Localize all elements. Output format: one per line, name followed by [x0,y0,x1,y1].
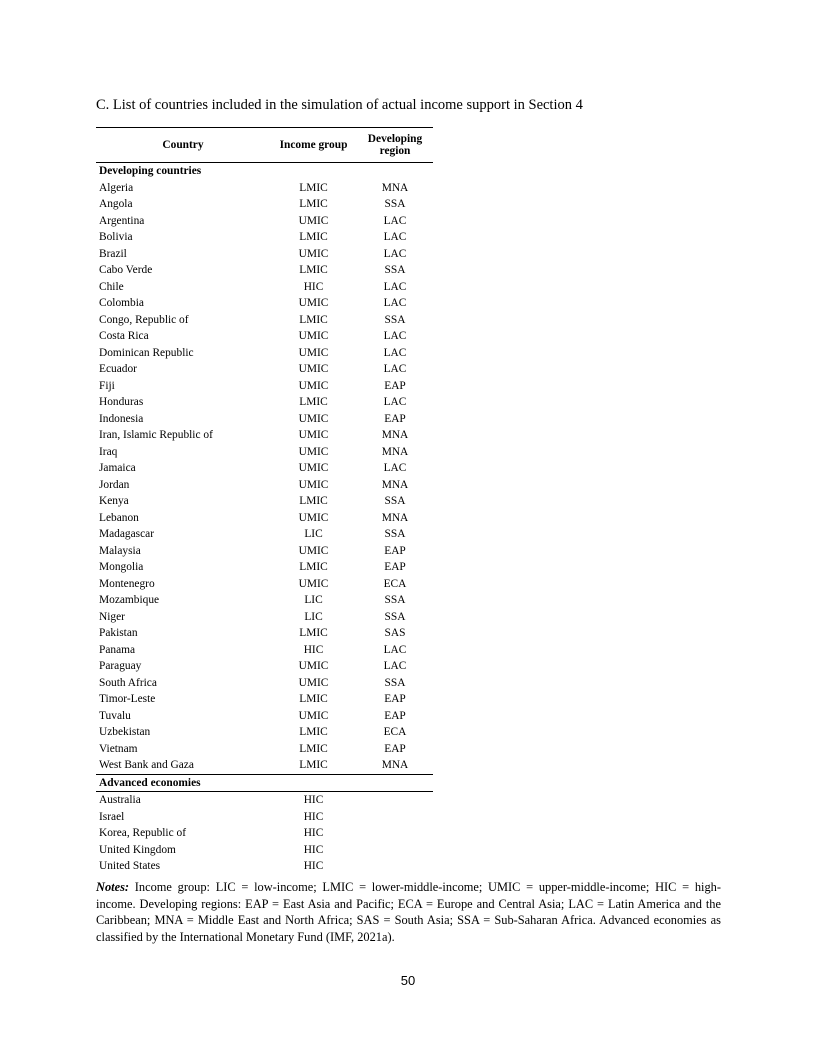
region-cell: SSA [384,676,406,689]
income-group-cell: LMIC [299,627,328,639]
income-group-cell: HIC [303,643,324,656]
table-row [96,345,433,362]
country-cell: Montenegro [99,577,155,590]
income-group-cell: UMIC [298,511,329,524]
country-table [96,127,433,875]
table-row [96,625,433,642]
region-cell: MNA [381,181,409,194]
income-group-cell: UMIC [298,544,329,557]
header-country: Country [162,139,204,151]
table-row [96,675,433,692]
region-cell [357,825,433,842]
group-label-developing: Developing countries [99,165,202,177]
income-group-cell: UMIC [298,429,329,441]
country-cell: Kenya [99,495,129,507]
country-cell: Malaysia [99,544,141,557]
region-cell: SSA [384,264,406,276]
table-row [96,246,433,263]
country-cell: Vietnam [99,742,138,755]
table-row [96,609,433,626]
table-notes [96,879,721,946]
region-cell [357,809,433,826]
country-cell: Dominican Republic [99,346,194,359]
table-row [96,295,433,312]
income-group-cell: LMIC [299,198,328,210]
region-cell: EAP [384,709,406,722]
income-group-cell: UMIC [298,577,329,590]
table-row [96,394,433,411]
region-cell: LAC [383,247,407,260]
region-cell [357,792,433,809]
group-row-developing [96,163,433,180]
country-cell: Brazil [99,247,127,260]
income-group-cell: LMIC [299,561,328,573]
region-cell: SAS [384,627,406,639]
income-group-cell: HIC [303,827,324,839]
region-cell: SSA [384,610,406,623]
region-cell: EAP [384,544,406,557]
header-region-line2: region [379,145,411,157]
region-cell: LAC [383,231,407,243]
table-row [96,196,433,213]
region-cell: MNA [381,478,409,491]
country-cell: Algeria [99,181,134,194]
income-group-cell: UMIC [298,709,329,722]
table-row [96,809,433,826]
table-row [96,328,433,345]
income-group-cell: UMIC [298,676,329,689]
country-cell: Argentina [99,214,145,227]
income-group-cell: LIC [304,594,323,606]
income-group-cell: UMIC [298,478,329,491]
income-group-cell: LMIC [299,181,328,194]
country-cell: Mozambique [99,594,160,606]
income-group-cell: LIC [304,610,323,623]
table-row [96,378,433,395]
income-group-cell: UMIC [298,346,329,359]
region-cell [357,858,433,875]
table-row [96,825,433,842]
table-row [96,427,433,444]
table-row [96,741,433,758]
country-cell: Tuvalu [99,709,131,722]
income-group-cell: UMIC [298,297,329,309]
income-group-cell: UMIC [298,660,329,672]
income-group-cell: LMIC [299,495,328,507]
country-cell: Costa Rica [99,330,149,342]
table-row [96,592,433,609]
income-group-cell: HIC [303,280,324,293]
country-table-container [96,127,433,875]
table-row [96,757,433,774]
region-cell: SSA [384,313,406,326]
table-row [96,312,433,329]
region-cell: EAP [384,742,406,755]
table-row [96,180,433,197]
table-row [96,493,433,510]
country-cell: Chile [99,280,124,293]
income-group-cell: UMIC [298,379,329,392]
group-label-advanced: Advanced economies [96,774,433,792]
table-row [96,510,433,527]
table-row [96,792,433,809]
country-cell: Uzbekistan [99,726,151,738]
country-cell: United Kingdom [99,843,176,856]
region-cell: MNA [381,429,409,441]
region-cell: SSA [384,528,406,540]
country-cell: Lebanon [99,511,139,524]
country-cell: Jamaica [99,462,136,474]
region-cell: LAC [383,297,407,309]
income-group-cell: UMIC [298,363,329,375]
region-cell: MNA [381,445,409,458]
country-cell: Madagascar [99,528,155,540]
country-cell: Cabo Verde [99,264,153,276]
region-cell: ECA [383,577,407,590]
country-cell: South Africa [99,676,157,689]
region-cell [357,842,433,859]
region-cell: LAC [383,214,407,227]
table-row [96,691,433,708]
income-group-cell: HIC [303,810,324,823]
income-group-cell: UMIC [298,445,329,458]
region-cell: MNA [357,757,433,774]
country-cell: Angola [99,198,133,210]
income-group-cell: LMIC [299,693,328,705]
income-group-cell: LMIC [299,313,328,326]
table-row [96,477,433,494]
table-row [96,642,433,659]
page-number: 50 [400,973,416,988]
table-row [96,411,433,428]
country-cell: Honduras [99,396,144,408]
income-group-cell: LMIC [270,757,357,774]
notes-text: Income group: LIC = low-income; LMIC = lower-middle-income; UMIC = upper-middle-income; HIC = high-income. Developing regions: EAP = East Asia and Pacific; ECA = Europe and Central Asia; LAC = Latin America and the Caribbean; MNA = Middle East and North Africa; SAS = South Asia; SSA = Sub-Saharan Africa. Advanced economies as classified by the International Monetary Fund (IMF, 2021a). [96,880,721,945]
header-income-group: Income group [279,139,348,151]
table-row [96,460,433,477]
income-group-cell: LMIC [299,231,328,243]
region-cell: EAP [384,693,406,705]
table-row [96,576,433,593]
table-row [96,262,433,279]
income-group-cell: UMIC [298,462,329,474]
income-group-cell: UMIC [298,214,329,227]
table-row [96,526,433,543]
group-row-advanced [96,774,433,792]
country-cell: Timor-Leste [99,693,156,705]
country-cell: Bolivia [99,231,133,243]
income-group-cell: UMIC [298,247,329,260]
income-group-cell: UMIC [298,330,329,342]
region-cell: ECA [383,726,407,738]
region-cell: EAP [384,561,406,573]
country-cell: Iran, Islamic Republic of [99,429,213,441]
country-cell: Pakistan [99,627,138,639]
region-cell: LAC [383,346,407,359]
table-row [96,229,433,246]
table-row [96,842,433,859]
section-heading: C. List of countries included in the simulation of actual income support in Section 4 [96,97,583,113]
table-row [96,724,433,741]
table-row [96,708,433,725]
country-cell: Congo, Republic of [99,313,189,326]
income-group-cell: LMIC [299,264,328,276]
income-group-cell: LIC [304,528,323,540]
table-row [96,658,433,675]
table-row [96,279,433,296]
country-cell: Colombia [99,297,144,309]
income-group-cell: HIC [303,843,324,856]
country-cell: Niger [99,610,125,623]
region-cell: LAC [383,280,407,293]
table-header [96,128,433,163]
income-group-cell: LMIC [299,742,328,755]
country-cell: Iraq [99,445,118,458]
country-cell: Indonesia [99,412,144,425]
country-cell: Jordan [99,478,130,491]
table-row [96,361,433,378]
country-cell: Korea, Republic of [99,827,186,839]
table-row [96,213,433,230]
income-group-cell: HIC [303,860,324,872]
table-row [96,543,433,560]
header-region-line1: Developing [367,133,423,145]
header-developing-region [357,128,433,163]
country-cell: Paraguay [99,660,142,672]
country-cell: United States [99,860,161,872]
country-cell: Australia [99,794,141,806]
region-cell: SSA [384,495,406,507]
country-cell: Fiji [99,379,115,392]
table-row [96,444,433,461]
income-group-cell: UMIC [298,412,329,425]
country-cell: Ecuador [99,363,137,375]
country-cell: Mongolia [99,561,144,573]
region-cell: LAC [383,462,407,474]
region-cell: LAC [383,363,407,375]
income-group-cell: HIC [303,794,324,806]
notes-label: Notes: [96,880,130,894]
region-cell: LAC [383,330,407,342]
region-cell: EAP [384,379,406,392]
table-row [96,858,433,875]
table-row [96,559,433,576]
country-cell: Israel [99,810,125,823]
income-group-cell: LMIC [299,396,328,408]
region-cell: LAC [383,396,407,408]
region-cell: EAP [384,412,406,425]
region-cell: SSA [384,594,406,606]
region-cell: SSA [384,198,406,210]
income-group-cell: LMIC [299,726,328,738]
region-cell: LAC [383,643,407,656]
country-cell: Panama [99,643,136,656]
region-cell: LAC [383,660,407,672]
region-cell: MNA [381,511,409,524]
table-body [96,163,433,875]
country-cell: West Bank and Gaza [96,757,270,774]
